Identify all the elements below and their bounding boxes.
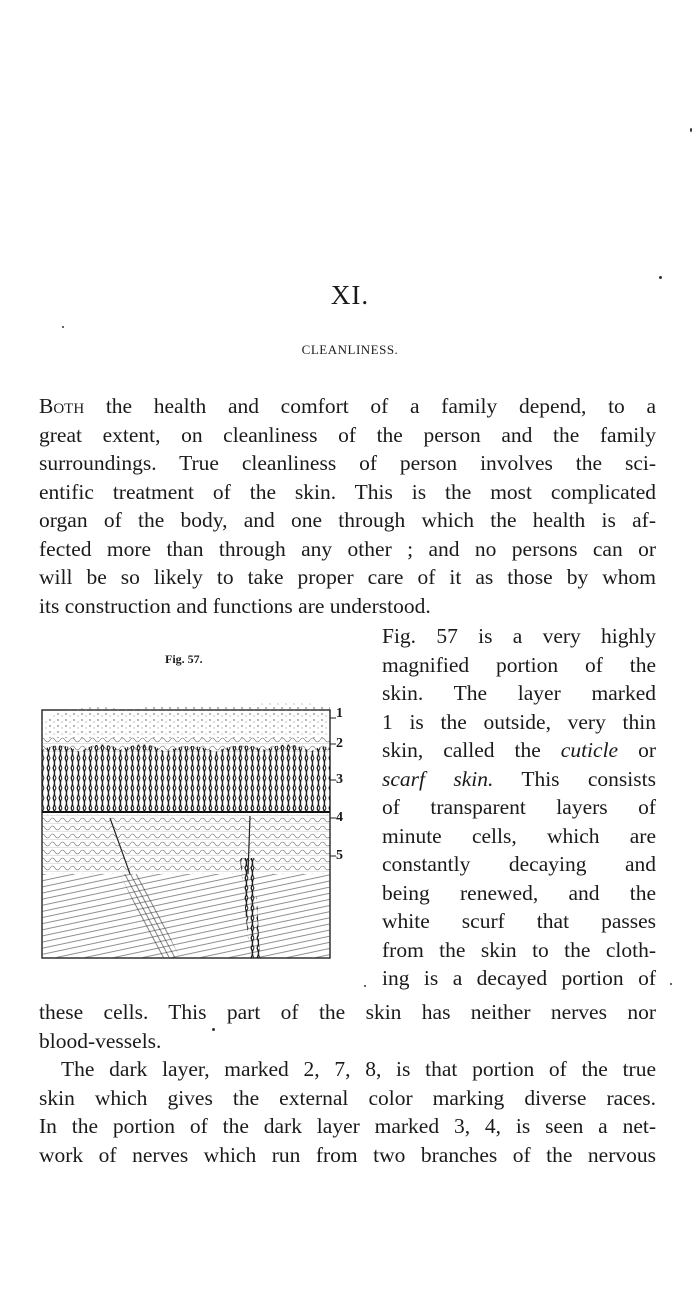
figure-label-3: 3 xyxy=(336,772,343,787)
lead-word: Both xyxy=(39,394,85,418)
dark-layer-paragraph xyxy=(39,1055,656,1169)
side-line-10: being renewed, and the xyxy=(382,880,656,905)
cont-line-1: these cells. This part of the skin has neither nerves nor xyxy=(39,1000,656,1024)
print-speck xyxy=(62,326,64,328)
figure-label-1: 1 xyxy=(336,706,343,721)
side-line-1: Fig. 57 is a very highly xyxy=(382,624,656,648)
intro-line-2: great extent, on cleanliness of the person and the family xyxy=(39,422,656,447)
intro-line-4: entific treatment of the skin. This is the most complicated xyxy=(39,479,656,504)
chapter-title: CLEANLINESS. xyxy=(301,342,399,357)
skin-illustration xyxy=(40,688,352,960)
figure-side-text xyxy=(382,622,656,993)
intro-paragraph xyxy=(39,392,656,620)
intro-line-8: its construction and functions are understood. xyxy=(39,593,431,618)
side-line-3: skin. The layer marked xyxy=(382,681,656,705)
side-line-13: ing is a decayed portion of xyxy=(382,966,656,990)
p3-line-1: The dark layer, marked 2, 7, 8, is that portion of the true xyxy=(61,1057,656,1081)
figure-caption: Fig. 57. xyxy=(165,652,203,666)
intro-line-7: will be so likely to take proper care of it as those by whom xyxy=(39,565,656,589)
figure-label-2: 2 xyxy=(336,736,343,751)
skin-cross-section-engraving xyxy=(40,688,352,960)
intro-line-1: Both the health and comfort of a family depend, to a xyxy=(39,394,656,418)
print-speck xyxy=(690,128,692,132)
intro-line-5: organ of the body, and one through which the health is af- xyxy=(39,508,656,532)
print-speck xyxy=(670,983,672,985)
print-speck xyxy=(212,1028,215,1031)
side-line-8: minute cells, which are xyxy=(382,823,656,848)
side-line-7: of transparent layers of xyxy=(382,795,656,819)
chapter-number: XI. xyxy=(330,280,370,310)
figure-label-4: 4 xyxy=(336,810,343,825)
side-line-12: from the skin to the cloth- xyxy=(382,937,656,962)
side-line-2: magnified portion of the xyxy=(382,652,656,677)
intro-line-6: fected more than through any other ; and no persons can or xyxy=(39,536,656,561)
cuticle-term: cuticle xyxy=(560,738,619,762)
p3-line-3: In the portion of the dark layer marked 3, 4, is seen a net- xyxy=(39,1114,656,1138)
side-line-9: constantly decaying and xyxy=(382,852,656,876)
print-speck xyxy=(659,276,662,279)
print-speck xyxy=(364,985,366,987)
p3-line-2: skin which gives the external color marking diverse races. xyxy=(39,1085,656,1110)
cont-line-2: blood-vessels. xyxy=(39,1028,162,1053)
intro-line-3: surroundings. True cleanliness of person involves the sci- xyxy=(39,451,656,475)
side-line-5: skin, called the cuticle or xyxy=(382,738,656,762)
side-line-11: white scurf that passes xyxy=(382,909,656,933)
scarf-skin-term: scarf skin. xyxy=(382,766,494,791)
p3-line-4: work of nerves which run from two branches of the nervous xyxy=(39,1142,656,1167)
side-line-6: scarf skin. This consists xyxy=(382,766,656,791)
side-line-4: 1 is the outside, very thin xyxy=(382,709,656,734)
figure-label-5: 5 xyxy=(336,848,343,863)
continuation-paragraph xyxy=(39,998,656,1055)
